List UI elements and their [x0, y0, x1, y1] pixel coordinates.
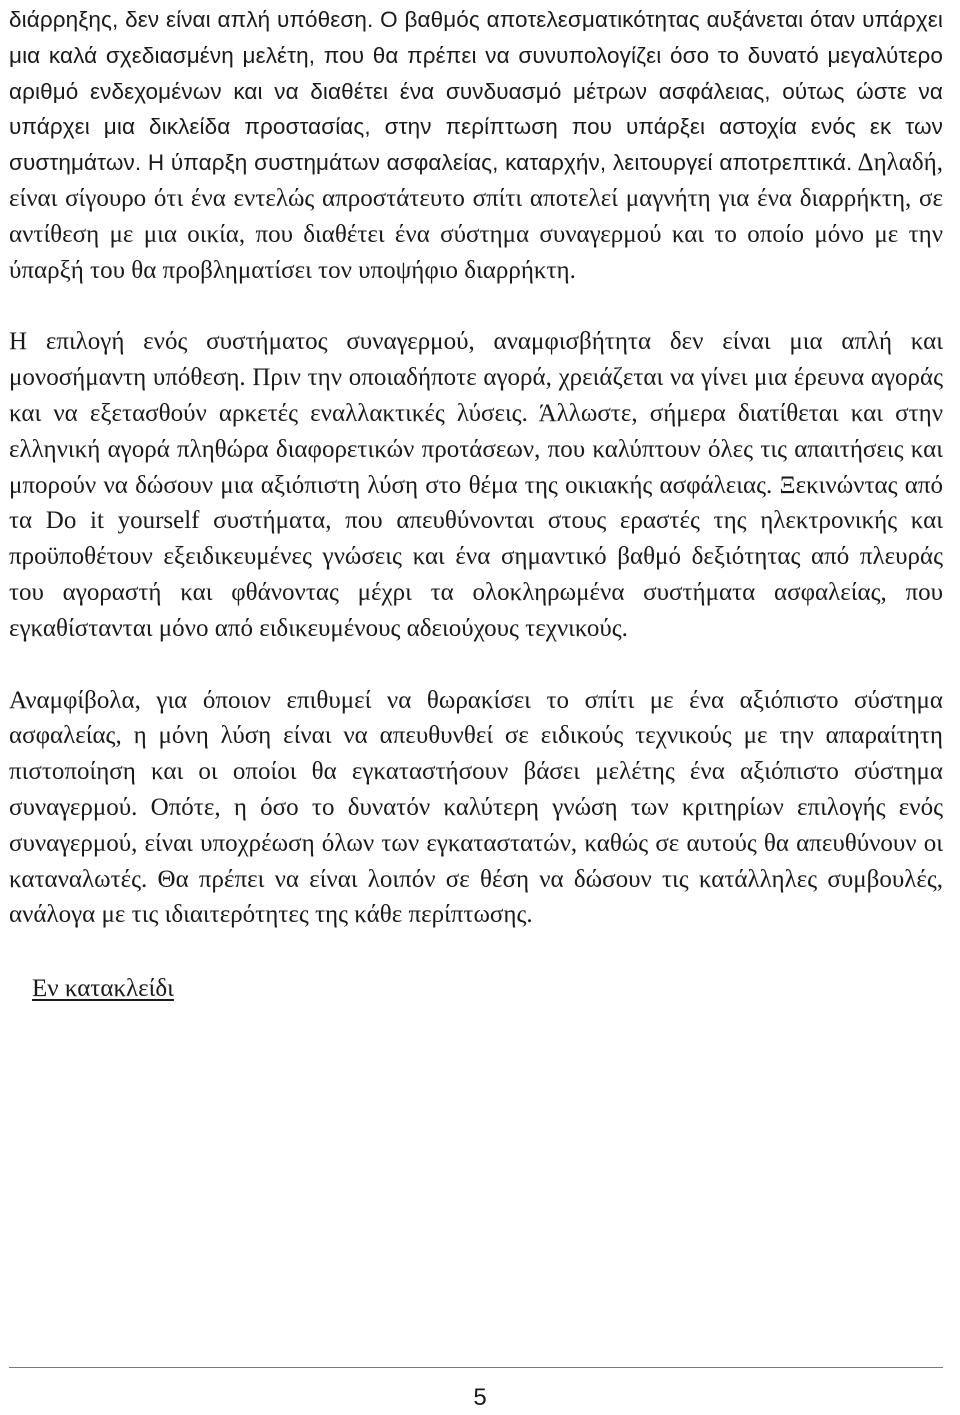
paragraph-1 [9, 2, 943, 288]
paragraph-2-segment-1: Η επιλογή ενός συστήματος συναγερμού, αναμφισβήτητα δεν είναι μια απλή και μονοσήμαντη υπόθεση. Πριν την οποιαδήποτε αγορά, χρειάζεται να γίνει μια έρευνα αγοράς και να εξετασθούν αρκετές εναλλακτικές λύσεις. Άλλωστε, σήμερα διατίθεται και στην ελληνική αγορά πληθώρα διαφορετικών προτάσεων, που καλύπτουν όλες τις απαιτήσεις και μπορούν να δώσουν μια αξιόπιστη λύση στο θέμα της οικιακής ασφάλειας. Ξεκινώντας από τα Do it yourself συστήματα, που απευθύνονται στους εραστές της ηλεκτρονικής και προϋποθέτουν εξειδικευμένες γνώσεις και ένα σημαντικό βαθμό δεξιότητας από πλευράς του αγοραστή και φθάνοντας μέχρι τα ολοκληρωμένα συστήματα ασφαλείας, που εγκαθίστανται μόνο από ειδικευμένους αδειούχους τεχνικούς. [9, 328, 943, 642]
footer-divider [9, 1367, 943, 1368]
paragraph-spacer [9, 933, 943, 971]
section-heading: Εν κατακλείδι [32, 975, 174, 1003]
paragraph-1-segment-1: διάρρηξης, δεν είναι απλή υπόθεση. Ο βαθμός αποτελεσματικότητας αυξάνεται όταν υπάρχει μια καλά σχεδιασμένη μελέτη, που θα πρέπει να συνυπολογίζει όσο το δυνατό μεγαλύτερο αριθμό ενδεχομένων και να διαθέτει ένα συνδυασμό μέτρων ασφάλειας, ούτως ώστε να υπάρχει μια δικλείδα προστασίας, στην περίπτωση που υπάρξει αστοχία ενός εκ των συστημάτων. Η ύπαρξη συστημάτων ασφαλείας, καταρχήν, λειτουργεί αποτρεπτικά. [9, 7, 943, 176]
paragraph-3-segment-1: Αναμφίβολα, για όποιον επιθυμεί να θωρακίσει το σπίτι με ένα αξιόπιστο σύστημα ασφαλείας, η μόνη λύση είναι να απευθυνθεί σε ειδικούς τεχνικούς με την απαραίτητη πιστοποίηση και οι οποίοι θα εγκαταστήσουν βάσει μελέτης ένα αξιόπιστο σύστημα συναγερμού. Οπότε, η όσο το δυνατόν καλύτερη γνώση των κριτηρίων επιλογής ενός συναγερμού, είναι υποχρέωση όλων των εγκαταστατών, καθώς σε αυτούς θα απευθύνουν οι καταναλωτές. Θα πρέπει να είναι λοιπόν σε θέση να δώσουν τις κατάλληλες συμβουλές, ανάλογα με τις ιδιαιτερότητες της κάθε περίπτωσης. [9, 686, 943, 929]
paragraph-1-segment-2: Δηλαδή, είναι σίγουρο ότι ένα εντελώς απροστάτευτο σπίτι αποτελεί μαγνήτη για ένα διαρρήκτη, σε αντίθεση με μια οικία, που διαθέτει ένα σύστημα συναγερμού και το οποίο μόνο με την ύπαρξή του θα προβληματίσει τον υποψήφιο διαρρήκτη. [9, 149, 943, 284]
document-body [9, 2, 943, 1007]
paragraph-spacer [9, 647, 943, 683]
paragraph-3 [9, 683, 943, 934]
paragraph-spacer [9, 288, 943, 324]
paragraph-2 [9, 324, 943, 646]
page-number: 5 [473, 1384, 487, 1411]
